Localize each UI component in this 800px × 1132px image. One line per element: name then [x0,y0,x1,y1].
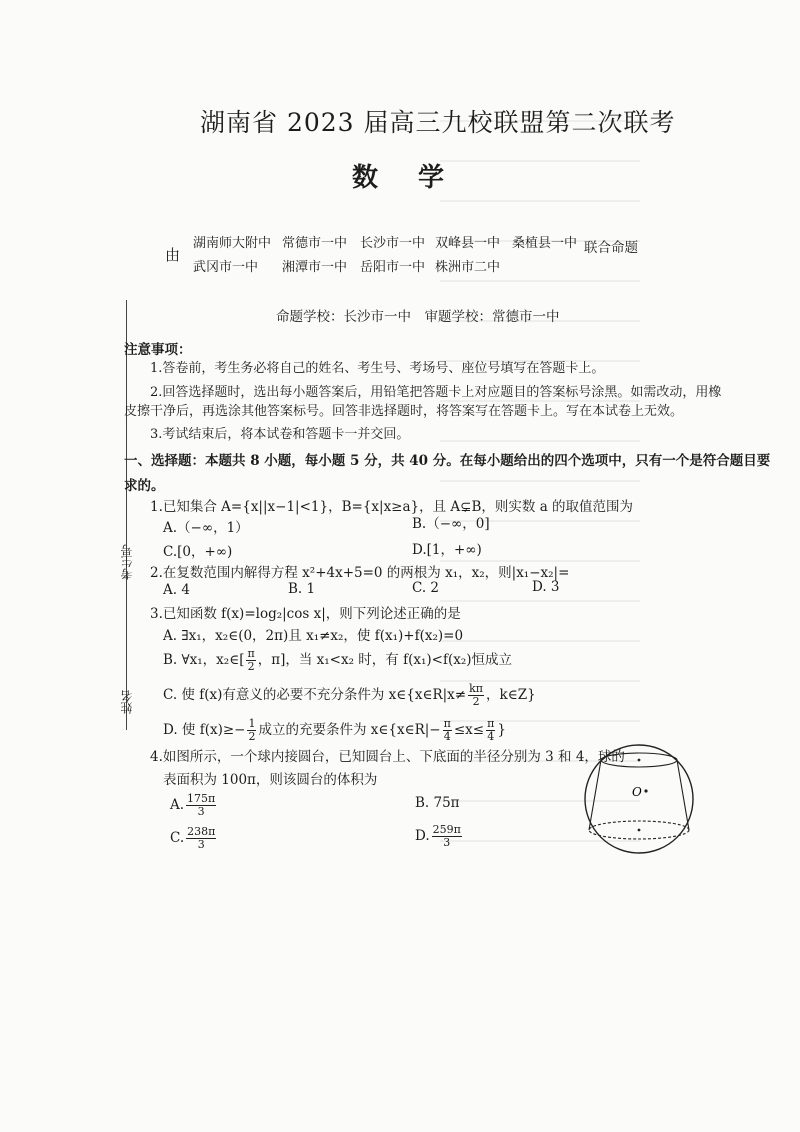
q3-option-a: A. ∃x₁，x₂∈(0，2π)且 x₁≠x₂，使 f(x₁)+f(x₂)=0 [163,628,464,644]
school-7: 湘潭市一中 [282,260,348,275]
school-6: 武冈市一中 [193,260,259,275]
school-9: 株洲市二中 [435,260,501,275]
question-3: 3.已知函数 f(x)=log₂|cos x|，则下列论述正确的是 [150,606,461,622]
fraction [186,826,216,851]
subject-title: 数学 [352,163,485,193]
denominator: 3 [197,838,205,852]
denominator: 3 [443,836,451,850]
bottom-center-point [638,829,641,832]
q4-a-label: A. [170,797,185,814]
exam-title: 湖南省 2023 届高三九校联盟第二次联考 [200,108,676,137]
joint-label: 联合命题 [584,240,638,256]
numerator: 238π [187,825,216,838]
q3-option-b [163,648,512,673]
section-heading-cont: 求的。 [124,478,165,494]
q1-option-a: A.（−∞，1） [163,520,249,536]
question-1: 1.已知集合 A={x||x−1|<1}，B={x|x≥a}，且 A⊊B，则实数 a 的取值范围为 [150,499,634,515]
q1-option-d: D.[1，+∞) [412,542,482,558]
q3-option-d [163,718,506,743]
school-5: 桑植县一中 [512,236,578,251]
frustum-left-edge [589,760,601,830]
question-4-cont: 表面积为 100π，则该圆台的体积为 [163,772,378,788]
q4-option-b: B. 75π [415,795,460,811]
denominator: 2 [472,695,480,709]
q3-d-mid: 成立的充要条件为 x∈{x∈R|− [258,722,441,739]
numerator: 1 [248,717,256,730]
binding-line [126,300,127,730]
numerator: π [247,647,255,660]
school-1: 湖南师大附中 [193,236,272,251]
section-heading: 一、选择题：本题共 8 小题，每小题 5 分，共 40 分。在每小题给出的四个选项中，只有一个是符合题目要 [124,453,771,469]
fraction [247,718,256,743]
question-4: 4.如图所示，一个球内接圆台，已知圆台上、下底面的半径分别为 3 和 4，球的 [150,749,625,765]
numerator: 175π [187,792,216,805]
notes-heading: 注意事项： [124,342,192,358]
denominator: 4 [443,730,451,744]
sphere-center-point [644,789,647,792]
q3-d-post: } [497,722,506,739]
note-2b: 皮擦干净后，再选涂其他答案标号。回答非选择题时，将答案写在答题卡上。写在本试卷上无效。 [124,404,684,419]
q3-d-pre: D. 使 f(x)≥− [163,722,246,739]
fraction [443,718,452,743]
q3-b-post: ，π]，当 x₁<x₂ 时，有 f(x₁)<f(x₂)恒成立 [257,652,513,669]
fraction [486,718,495,743]
q3-d-mid2: ≤x≤ [453,722,485,739]
fraction [246,648,255,673]
top-center-point [638,759,641,762]
fraction [468,683,484,708]
denominator: 4 [487,730,495,744]
school-2: 常德市一中 [282,236,348,251]
numerator: π [443,717,451,730]
denominator: 2 [248,730,256,744]
school-4: 双峰县一中 [435,236,501,251]
note-2a: 2.回答选择题时，选出每小题答案后，用铅笔把答题卡上对应题目的答案标号涂黑。如需改动，用橡 [150,385,722,400]
q2-option-a: A. 4 [163,582,190,598]
q4-option-a [170,793,218,818]
note-1: 1.答卷前，考生务必将自己的姓名、考生号、考场号、座位号填写在答题卡上。 [150,361,605,376]
note-3: 3.考试结束后，将本试卷和答题卡一并交回。 [150,427,410,442]
sphere-frustum-figure [574,740,704,858]
fraction [186,793,216,818]
q1-option-b: B.（−∞，0] [412,516,490,532]
denominator: 2 [247,660,255,674]
q2-option-b: B. 1 [288,581,316,597]
by-label: 由 [165,246,181,264]
numerator: π [487,717,495,730]
center-label: O [632,785,642,799]
question-2: 2.在复数范围内解得方程 x²+4x+5=0 的两根为 x₁，x₂，则|x₁−x₂|= [150,565,570,581]
numerator: kπ [469,682,484,695]
q3-option-c [163,683,536,708]
denominator: 3 [197,805,205,819]
q2-option-c: C. 2 [412,580,440,596]
q3-c-pre: C. 使 f(x)有意义的必要不充分条件为 x∈{x∈R|x≠ [163,687,467,704]
q4-d-label: D. [415,828,430,845]
q3-c-post: ，k∈Z} [486,687,536,704]
q4-c-label: C. [170,830,185,847]
q1-option-c: C.[0，+∞) [163,544,233,560]
name-label: 姓名 [120,690,134,714]
q2-option-d: D. 3 [532,579,560,595]
school-8: 岳阳市一中 [360,260,426,275]
q4-option-d [415,824,464,849]
q3-b-pre: B. ∀x₁，x₂∈[ [163,652,245,669]
school-3: 长沙市一中 [360,236,426,251]
fraction [432,824,462,849]
numerator: 259π [432,823,461,836]
exam-number-label: 考生号 [120,544,134,580]
frustum-right-edge [677,760,689,830]
setter-line: 命题学校：长沙市一中 审题学校：常德市一中 [276,309,560,325]
q4-option-c [170,826,218,851]
